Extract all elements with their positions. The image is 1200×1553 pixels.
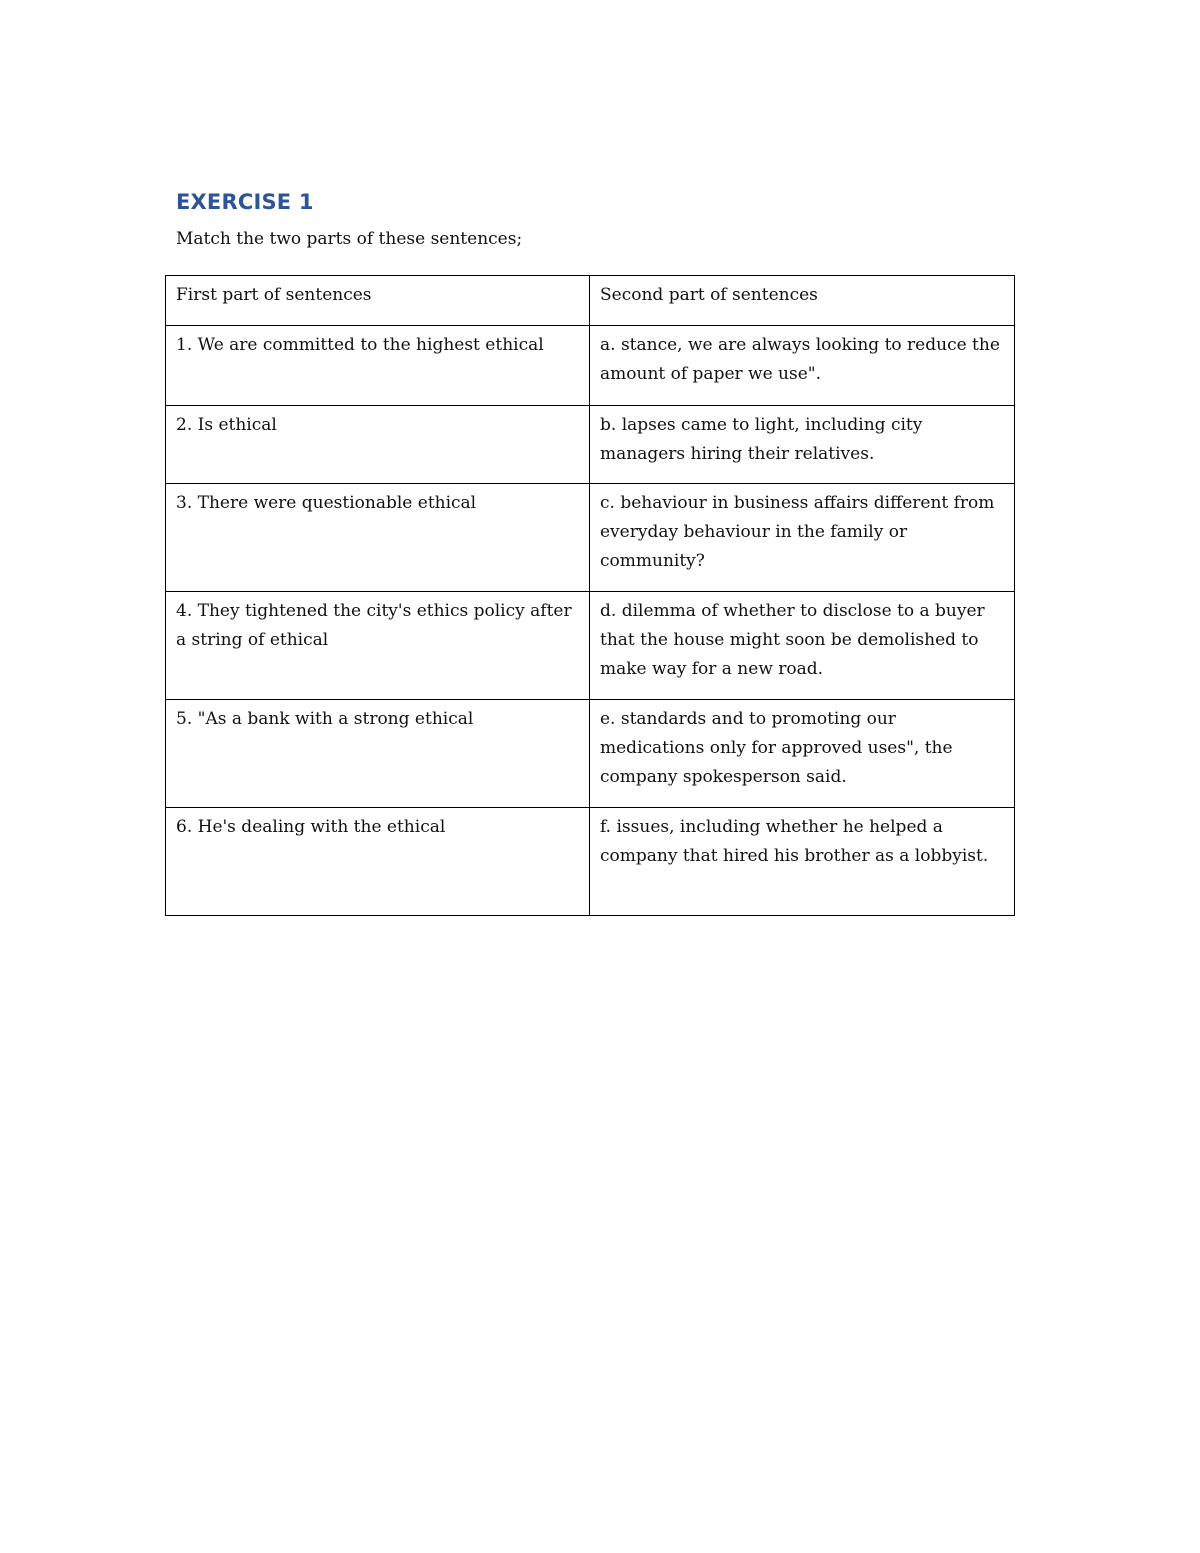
- table-row: [166, 406, 1015, 484]
- table-header-row: [166, 276, 1015, 326]
- exercise-heading: EXERCISE 1: [176, 190, 314, 214]
- second-part-cell: f. issues, including whether he helped a company that hired his brother as a lobbyist.: [590, 808, 1015, 916]
- column-header-first: First part of sentences: [166, 276, 590, 326]
- second-part-cell: e. standards and to promoting our medications only for approved uses", the company spokesperson said.: [590, 700, 1015, 808]
- table-row: [166, 484, 1015, 592]
- first-part-cell: 2. Is ethical: [166, 406, 590, 484]
- matching-table: [165, 275, 1015, 916]
- first-part-cell: 5. "As a bank with a strong ethical: [166, 700, 590, 808]
- table-row: [166, 592, 1015, 700]
- first-part-cell: 3. There were questionable ethical: [166, 484, 590, 592]
- table-row: [166, 808, 1015, 916]
- first-part-cell: 1. We are committed to the highest ethical: [166, 326, 590, 406]
- exercise-instruction: Match the two parts of these sentences;: [176, 229, 523, 249]
- table-row: [166, 700, 1015, 808]
- table-row: [166, 326, 1015, 406]
- second-part-cell: a. stance, we are always looking to reduce the amount of paper we use".: [590, 326, 1015, 406]
- first-part-cell: 6. He's dealing with the ethical: [166, 808, 590, 916]
- second-part-cell: c. behaviour in business affairs different from everyday behaviour in the family or community?: [590, 484, 1015, 592]
- column-header-second: Second part of sentences: [590, 276, 1015, 326]
- second-part-cell: d. dilemma of whether to disclose to a buyer that the house might soon be demolished to make way for a new road.: [590, 592, 1015, 700]
- first-part-cell: 4. They tightened the city's ethics policy after a string of ethical: [166, 592, 590, 700]
- second-part-cell: b. lapses came to light, including city managers hiring their relatives.: [590, 406, 1015, 484]
